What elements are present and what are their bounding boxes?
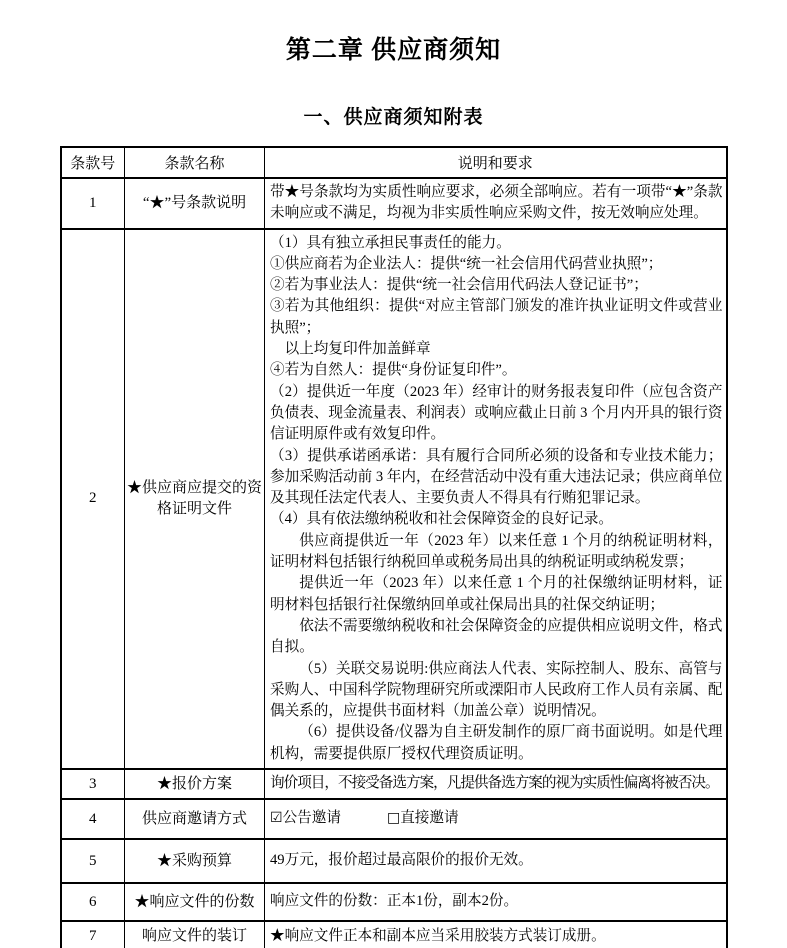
description-cell [265,883,727,921]
description-paragraph: （6）提供设备/仪器为自主研发制作的原厂商书面说明。如是代理机构，需要提供原厂授权代理资质证明。 [270,724,723,762]
checkbox-label: 直接邀请 [400,810,459,827]
item-name-cell: ★采购预算 [125,839,265,883]
description-paragraph: 49万元，报价超过最高限价的报价无效。 [270,852,533,869]
checkbox-label: 公告邀请 [282,810,341,827]
description-paragraph: 询价项目，不接受备选方案，凡提供备选方案的视为实质性偏离将被否决。 [270,775,719,792]
table-row [61,178,727,229]
description-paragraph: ①供应商若为企业法人：提供“统一社会信用代码营业执照”； [270,255,663,272]
description-cell [265,229,727,769]
table-header-row [61,147,727,178]
item-no-cell: 1 [61,178,125,229]
description-paragraph: 以上均复印件加盖鲜章 [284,341,431,358]
chapter-title: 第二章 供应商须知 [285,37,502,64]
description-paragraph: ③若为其他组织：提供“对应主管部门颁发的准许执业证明文件或营业执照”； [270,298,723,336]
table-row [61,769,727,799]
item-no-cell: 3 [61,769,125,799]
description-paragraph: （3）提供承诺函承诺：具有履行合同所必须的设备和专业技术能力；参加采购活动前 3 年内，在经营活动中没有重大违法记录；供应商单位及其现任法定代表人、主要负责人不得具有行贿犯罪记录。 [270,447,723,507]
table-row [61,799,727,839]
item-no-cell: 7 [61,921,125,948]
checkbox-checked-icon: ☑ [270,810,283,827]
item-no-cell: 5 [61,839,125,883]
column-header-item-name: 条款名称 [125,147,265,178]
table-row [61,229,727,769]
item-name-cell: ★报价方案 [125,769,265,799]
item-name-cell: ★响应文件的份数 [125,883,265,921]
description-paragraph: （2）提供近一年度（2023 年）经审计的财务报表复印件（应包含资产负债表、现金流量表、利润表）或响应截止日前 3 个月内开具的银行资信证明原件或有效复印件。 [270,383,723,443]
description-paragraph: （5）关联交易说明:供应商法人代表、实际控制人、股东、高管与采购人、中国科学院物理研究所或溧阳市人民政府工作人员有亲属、配偶关系的，应提供书面材料（加盖公章）说明情况。 [270,660,723,720]
description-paragraph: 响应文件的份数：正本1份，副本2份。 [270,893,519,910]
description-cell [265,921,727,948]
item-name-cell: ★供应商应提交的资格证明文件 [125,229,265,769]
checkbox-unchecked-icon: □ [386,810,401,827]
unchecked-checkbox-option [387,808,459,829]
table-row [61,921,727,948]
description-paragraph: （1）具有独立承担民事责任的能力。 [270,234,511,251]
description-paragraph: 提供近一年（2023 年）以来任意 1 个月的社保缴纳证明材料，证明材料包括银行社保缴纳回单或社保局出具的社保交纳证明； [270,575,723,613]
column-header-item-no: 条款号 [61,147,125,178]
item-name-cell: “★”号条款说明 [125,178,265,229]
supplier-notice-table [60,146,728,948]
item-no-cell: 4 [61,799,125,839]
description-paragraph: 供应商提供近一年（2023 年）以来任意 1 个月的纳税证明材料，证明材料包括银行纳税回单或税务局出具的纳税证明或纳税发票； [270,532,723,571]
section-title: 一、供应商须知附表 [303,107,484,128]
item-no-cell: 2 [61,229,125,769]
description-paragraph: ④若为自然人：提供“身份证复印件”。 [270,362,517,379]
column-header-description: 说明和要求 [265,147,727,178]
item-no-cell: 6 [61,883,125,921]
description-cell [265,769,727,799]
description-cell [265,839,727,883]
description-paragraph: ★响应文件正本和副本应当采用胶装方式装订成册。 [270,927,606,944]
checked-checkbox-option [270,808,341,829]
item-name-cell: 供应商邀请方式 [125,799,265,839]
table-row [61,883,727,921]
description-paragraph: ②若为事业法人：提供“统一社会信用代码法人登记证书”； [270,277,648,294]
description-cell [265,799,727,839]
description-paragraph: （4）具有依法缴纳税收和社会保障资金的良好记录。 [270,511,613,528]
description-paragraph: 依法不需要缴纳税收和社会保障资金的应提供相应说明文件，格式自拟。 [270,617,723,656]
table-row [61,839,727,883]
description-cell [265,178,727,229]
description-paragraph: 带★号条款均为实质性响应要求，必须全部响应。若有一项带“★”条款未响应或不满足，均视为非实质性响应采购文件，按无效响应处理。 [270,184,723,222]
item-name-cell: 响应文件的装订 [125,921,265,948]
